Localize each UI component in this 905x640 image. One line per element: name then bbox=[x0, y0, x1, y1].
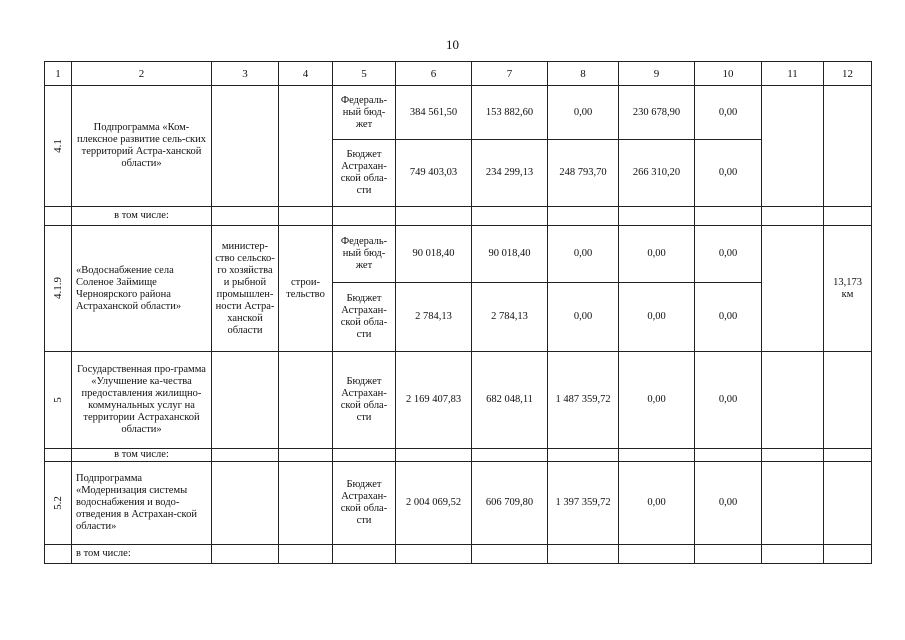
cell bbox=[212, 449, 279, 462]
cell bbox=[333, 545, 396, 564]
value-cell: 749 403,03 bbox=[396, 140, 472, 207]
value-cell: 230 678,90 bbox=[619, 86, 695, 140]
funding-source: Федераль-ный бюд-жет bbox=[333, 226, 396, 283]
column-header: 11 bbox=[762, 62, 824, 86]
subtotal-label: в том числе: bbox=[72, 449, 212, 462]
value-cell: 0,00 bbox=[548, 86, 619, 140]
cell bbox=[472, 545, 548, 564]
cell bbox=[396, 545, 472, 564]
cell bbox=[212, 462, 279, 545]
cell bbox=[695, 449, 762, 462]
cell bbox=[212, 207, 279, 226]
cell bbox=[279, 449, 333, 462]
value-cell: 2 784,13 bbox=[472, 283, 548, 352]
column-header: 2 bbox=[72, 62, 212, 86]
cell bbox=[695, 545, 762, 564]
funding-source: Бюджет Астрахан-ской обла-сти bbox=[333, 462, 396, 545]
value-cell: 0,00 bbox=[619, 352, 695, 449]
value-cell: 0,00 bbox=[619, 226, 695, 283]
value-cell: 0,00 bbox=[695, 86, 762, 140]
value-cell: 0,00 bbox=[619, 462, 695, 545]
table-row bbox=[45, 449, 872, 462]
column-header: 5 bbox=[333, 62, 396, 86]
table-row bbox=[45, 207, 872, 226]
cell bbox=[824, 449, 872, 462]
value-cell: 90 018,40 bbox=[472, 226, 548, 283]
cell bbox=[619, 545, 695, 564]
cell bbox=[212, 352, 279, 449]
funding-source: Федераль-ный бюд-жет bbox=[333, 86, 396, 140]
column-header: 8 bbox=[548, 62, 619, 86]
value-cell: 0,00 bbox=[548, 283, 619, 352]
subtotal-label: в том числе: bbox=[72, 207, 212, 226]
value-cell: 248 793,70 bbox=[548, 140, 619, 207]
value-cell: 90 018,40 bbox=[396, 226, 472, 283]
cell bbox=[45, 449, 72, 462]
cell bbox=[619, 207, 695, 226]
table-row bbox=[45, 462, 872, 545]
value-cell: 682 048,11 bbox=[472, 352, 548, 449]
cell bbox=[824, 352, 872, 449]
cell bbox=[824, 86, 872, 207]
column-header: 1 bbox=[45, 62, 72, 86]
column-header: 6 bbox=[396, 62, 472, 86]
table-row bbox=[45, 226, 872, 283]
value-cell: 1 487 359,72 bbox=[548, 352, 619, 449]
cell bbox=[762, 207, 824, 226]
cell bbox=[396, 207, 472, 226]
cell bbox=[548, 449, 619, 462]
funding-source: Бюджет Астрахан-ской обла-сти bbox=[333, 352, 396, 449]
row-name: «Водоснабжение села Соленое Займище Черноярского района Астраханской области» bbox=[72, 226, 212, 352]
column-header: 3 bbox=[212, 62, 279, 86]
value-cell: 0,00 bbox=[695, 226, 762, 283]
cell bbox=[279, 207, 333, 226]
value-cell: 1 397 359,72 bbox=[548, 462, 619, 545]
budget-table bbox=[44, 61, 872, 564]
value-cell: 234 299,13 bbox=[472, 140, 548, 207]
value-cell: 384 561,50 bbox=[396, 86, 472, 140]
value-cell: 266 310,20 bbox=[619, 140, 695, 207]
cell bbox=[548, 545, 619, 564]
cell bbox=[45, 207, 72, 226]
cell bbox=[762, 86, 824, 207]
cell bbox=[472, 449, 548, 462]
row-code: 4.1.9 bbox=[45, 226, 72, 352]
executor-cell: министер-ство сельско-го хозяйства и рыбной промышлен-ности Астра-ханской области bbox=[212, 226, 279, 352]
work-type-cell: строи-тельство bbox=[279, 226, 333, 352]
cell bbox=[762, 352, 824, 449]
value-cell: 2 004 069,52 bbox=[396, 462, 472, 545]
cell bbox=[824, 545, 872, 564]
table-row bbox=[45, 545, 872, 564]
value-cell: 0,00 bbox=[548, 226, 619, 283]
table-row bbox=[45, 352, 872, 449]
value-cell: 0,00 bbox=[695, 462, 762, 545]
cell bbox=[762, 462, 824, 545]
row-name: Подпрограмма «Модернизация системы водоснабжения и водо-отведения в Астрахан-ской области» bbox=[72, 462, 212, 545]
cell bbox=[212, 86, 279, 207]
row-name: Подпрограмма «Ком-плексное развитие сель-ских территорий Астра-ханской области» bbox=[72, 86, 212, 207]
value-cell: 0,00 bbox=[619, 283, 695, 352]
funding-source: Бюджет Астрахан-ской обла-сти bbox=[333, 140, 396, 207]
cell bbox=[762, 449, 824, 462]
column-header: 4 bbox=[279, 62, 333, 86]
cell bbox=[279, 462, 333, 545]
page-number: 10 bbox=[446, 37, 459, 52]
funding-source: Бюджет Астрахан-ской обла-сти bbox=[333, 283, 396, 352]
cell bbox=[333, 207, 396, 226]
row-code: 5 bbox=[45, 352, 72, 449]
table-header-row bbox=[45, 62, 872, 86]
row-name: Государственная про-грамма «Улучшение ка-чества предоставления жилищно-коммунальных услуг на территории Астраханской области» bbox=[72, 352, 212, 449]
value-cell: 2 169 407,83 bbox=[396, 352, 472, 449]
cell bbox=[619, 449, 695, 462]
value-cell: 0,00 bbox=[695, 352, 762, 449]
table-row bbox=[45, 86, 872, 140]
value-cell: 0,00 bbox=[695, 283, 762, 352]
cell bbox=[762, 226, 824, 352]
column-header: 9 bbox=[619, 62, 695, 86]
column-header: 12 bbox=[824, 62, 872, 86]
column-header: 7 bbox=[472, 62, 548, 86]
cell bbox=[279, 352, 333, 449]
value-cell: 2 784,13 bbox=[396, 283, 472, 352]
cell bbox=[695, 207, 762, 226]
cell bbox=[279, 545, 333, 564]
cell bbox=[762, 545, 824, 564]
cell bbox=[333, 449, 396, 462]
cell bbox=[45, 545, 72, 564]
cell bbox=[212, 545, 279, 564]
length-cell: 13,173 км bbox=[824, 226, 872, 352]
cell bbox=[824, 207, 872, 226]
row-code: 4.1 bbox=[45, 86, 72, 207]
cell bbox=[548, 207, 619, 226]
value-cell: 606 709,80 bbox=[472, 462, 548, 545]
cell bbox=[279, 86, 333, 207]
row-code: 5.2 bbox=[45, 462, 72, 545]
cell bbox=[824, 462, 872, 545]
cell bbox=[472, 207, 548, 226]
column-header: 10 bbox=[695, 62, 762, 86]
cell bbox=[396, 449, 472, 462]
subtotal-label: в том числе: bbox=[72, 545, 212, 564]
value-cell: 0,00 bbox=[695, 140, 762, 207]
value-cell: 153 882,60 bbox=[472, 86, 548, 140]
